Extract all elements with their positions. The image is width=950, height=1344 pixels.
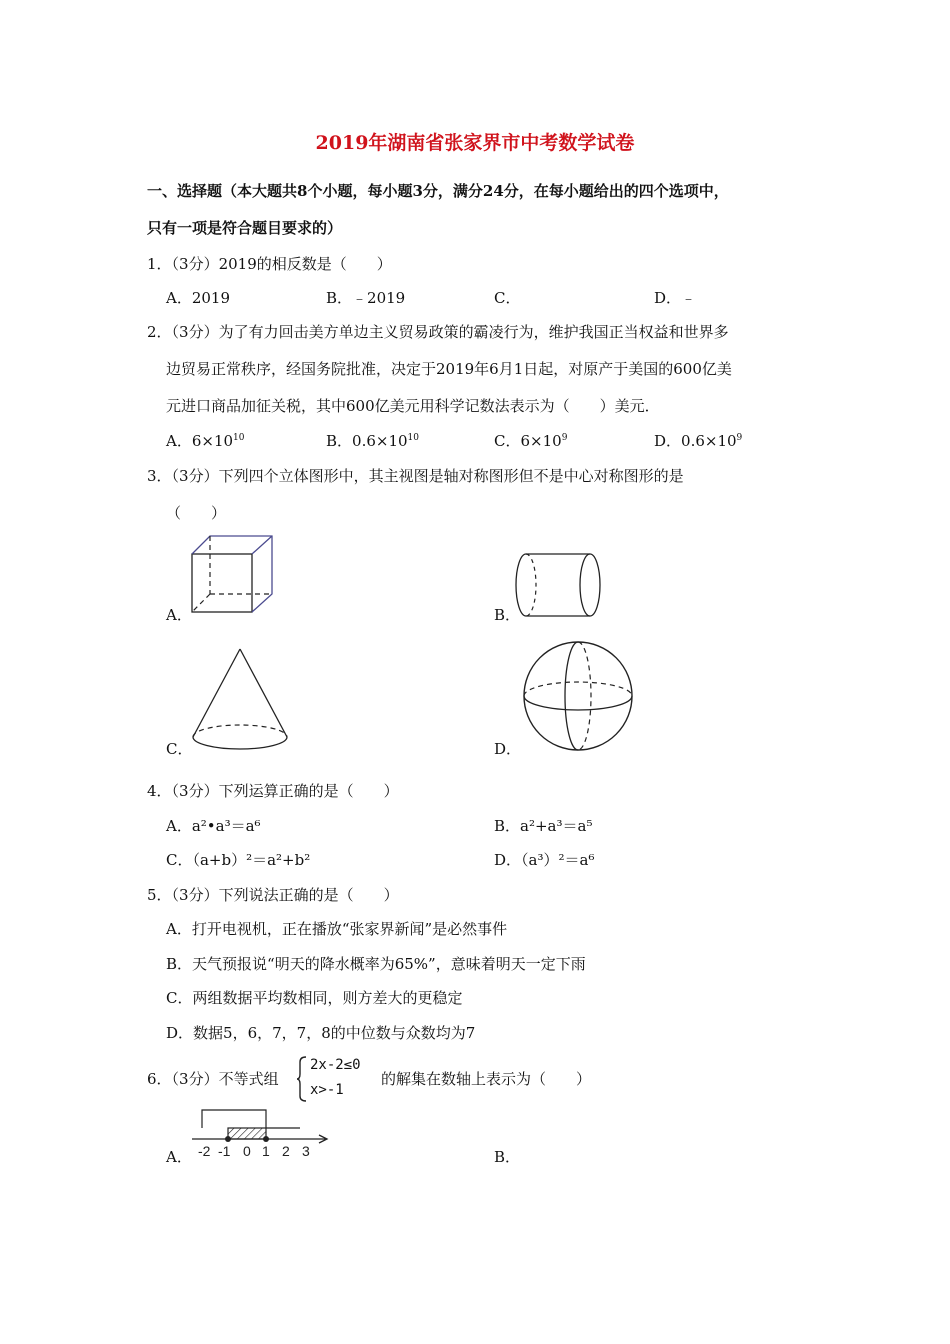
section-heading-cont: 只有一项是符合题目要求的） [147, 219, 343, 237]
cube-figure [188, 532, 278, 616]
question-2-option-c: C．$6\times 10^9$ [494, 432, 568, 450]
question-4-stem: 4．（3分）下列运算正确的是（ ） [147, 782, 399, 800]
system-inequality-2: x>-1 [310, 1082, 344, 1098]
question-1-option-d: D．﹣ [654, 289, 697, 307]
question-4-option-d: D．（a³）²＝a⁶ [494, 851, 595, 869]
question-3-option-c: C． [166, 740, 193, 758]
question-3-stem-line2: （ ） [166, 504, 227, 522]
number-line-figure [190, 1108, 332, 1158]
question-2-option-a: A．$6\times 10^{10}$ [166, 432, 245, 450]
question-2-stem-line3: 元进口商品加征关税，其中600亿美元用科学记数法表示为（ ）美元． [166, 397, 660, 415]
system-inequality-1: 2x-2≤0 [310, 1057, 361, 1073]
question-6-stem-prefix: 6．（3分）不等式组 [147, 1070, 279, 1088]
section-heading: 一、选择题（本大题共8个小题，每小题3分，满分24分，在每小题给出的四个选项中， [147, 182, 729, 200]
question-3-option-d: D． [494, 740, 522, 758]
question-1-option-c: C． [494, 289, 521, 307]
question-1-option-b: B．﹣2019 [326, 289, 406, 307]
question-1-option-a: A．2019 [166, 289, 231, 307]
sphere-figure [520, 640, 636, 752]
cone-figure [190, 646, 290, 754]
axis-label-1: 1 [262, 1143, 270, 1158]
question-3-option-b: B． [494, 606, 521, 624]
axis-label-3: 3 [302, 1143, 310, 1158]
question-3-option-a: A． [166, 606, 192, 624]
question-2-option-b: B．$0.6\times 10^{10}$ [326, 432, 419, 450]
axis-label-0: 0 [243, 1143, 251, 1158]
question-5-option-d: D．数据5，6，7，7，8的中位数与众数均为7 [166, 1024, 476, 1042]
question-4-option-b: B．a²+a³＝a⁵ [494, 817, 593, 835]
question-5-option-b: B．天气预报说“明天的降水概率为65%”，意味着明天一定下雨 [166, 955, 586, 973]
axis-label-neg2: -2 [198, 1143, 211, 1158]
question-4-option-c: C．（a+b）²＝a²+b² [166, 851, 311, 869]
page-title: 2019年湖南省张家界市中考数学试卷 [315, 132, 635, 154]
question-3-stem-line1: 3．（3分）下列四个立体图形中，其主视图是轴对称图形但不是中心对称图形的是 [147, 467, 684, 485]
question-2-stem-line2: 边贸易正常秩序，经国务院批准，决定于2019年6月1日起，对原产于美国的600亿美 [166, 360, 732, 378]
axis-label-2: 2 [282, 1143, 290, 1158]
question-5-stem: 5．（3分）下列说法正确的是（ ） [147, 886, 399, 904]
question-2-stem-line1: 2．（3分）为了有力回击美方单边主义贸易政策的霸凌行为，维护我国正当权益和世界多 [147, 323, 729, 341]
question-6-option-b: B． [494, 1148, 521, 1166]
question-5-option-c: C．两组数据平均数相同，则方差大的更稳定 [166, 989, 463, 1007]
question-5-option-a: A．打开电视机，正在播放“张家界新闻”是必然事件 [166, 920, 508, 938]
question-6-stem-suffix: 的解集在数轴上表示为（ ） [381, 1070, 592, 1088]
cylinder-figure [514, 552, 604, 618]
system-brace [296, 1056, 308, 1102]
question-4-option-a: A．a²•a³＝a⁶ [166, 817, 261, 835]
question-2-option-d: D．$0.6\times 10^9$ [654, 432, 743, 450]
question-6-option-a: A． [166, 1148, 192, 1166]
axis-label-neg1: -1 [218, 1143, 231, 1158]
question-1-stem: 1．（3分）2019的相反数是（ ） [147, 255, 392, 273]
